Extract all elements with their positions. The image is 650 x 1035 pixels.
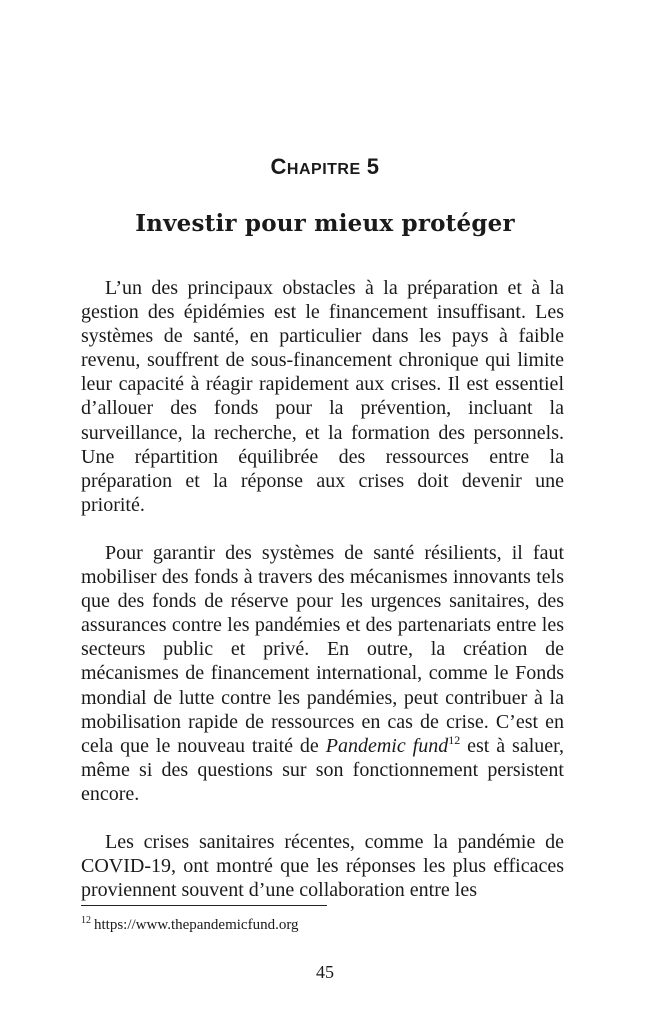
chapter-label	[0, 152, 650, 185]
chapter-label-initial: C	[270, 154, 287, 179]
pandemic-fund-italic: Pandemic fund	[325, 734, 449, 757]
footnote-number: 12	[81, 915, 91, 926]
paragraph-2	[81, 541, 564, 806]
paragraph-2-text-before: Pour garantir des systèmes de santé résilients, il faut mobiliser des fonds à travers des mécanismes innovants tels que des fonds de réserve pour les urgences sanitaires, des assurances contre les pandémies et des partenariats entre les secteurs public et privé. En outre, la création de mécanismes de financement international, comme le Fonds mondial de lutte contre les pandémies, peut contribuer à la mobilisation rapide de ressources en cas de crise. C’est en cela que le nouveau traité de	[81, 541, 564, 757]
paragraph-2-text-after: est à saluer, même si des questions sur son fonctionnement persistent encore.	[81, 734, 565, 805]
footnote-reference: 12	[448, 732, 461, 747]
chapter-number: 5	[366, 154, 380, 179]
page-number: 45	[316, 962, 334, 982]
chapter-label-rest: HAPITRE	[286, 161, 361, 178]
paragraph-1: L’un des principaux obstacles à la préparation et à la gestion des épidémies est le financement insuffisant. Les systèmes de santé, en particulier dans les pays à faible revenu, souffrent de sous-financement chronique qui limite leur capacité à réagir rapidement aux crises. Il est essentiel d’allouer des fonds pour la prévention, incluant la surveillance, la recherche, et la formation des personnels. Une répartition équilibrée des ressources entre la préparation et la réponse aux crises doit devenir une priorité.	[81, 277, 564, 516]
footnote	[81, 914, 564, 936]
footnote-divider	[81, 905, 327, 906]
chapter-title: Investir pour mieux protéger	[135, 210, 515, 237]
paragraph-3: Les crises sanitaires récentes, comme la pandémie de COVID-19, ont montré que les réponses les plus efficaces proviennent souvent d’une collaboration entre les	[81, 830, 564, 902]
footnote-link-text: https://www.thepandemicfund.org	[94, 917, 299, 933]
body-text	[81, 276, 564, 902]
